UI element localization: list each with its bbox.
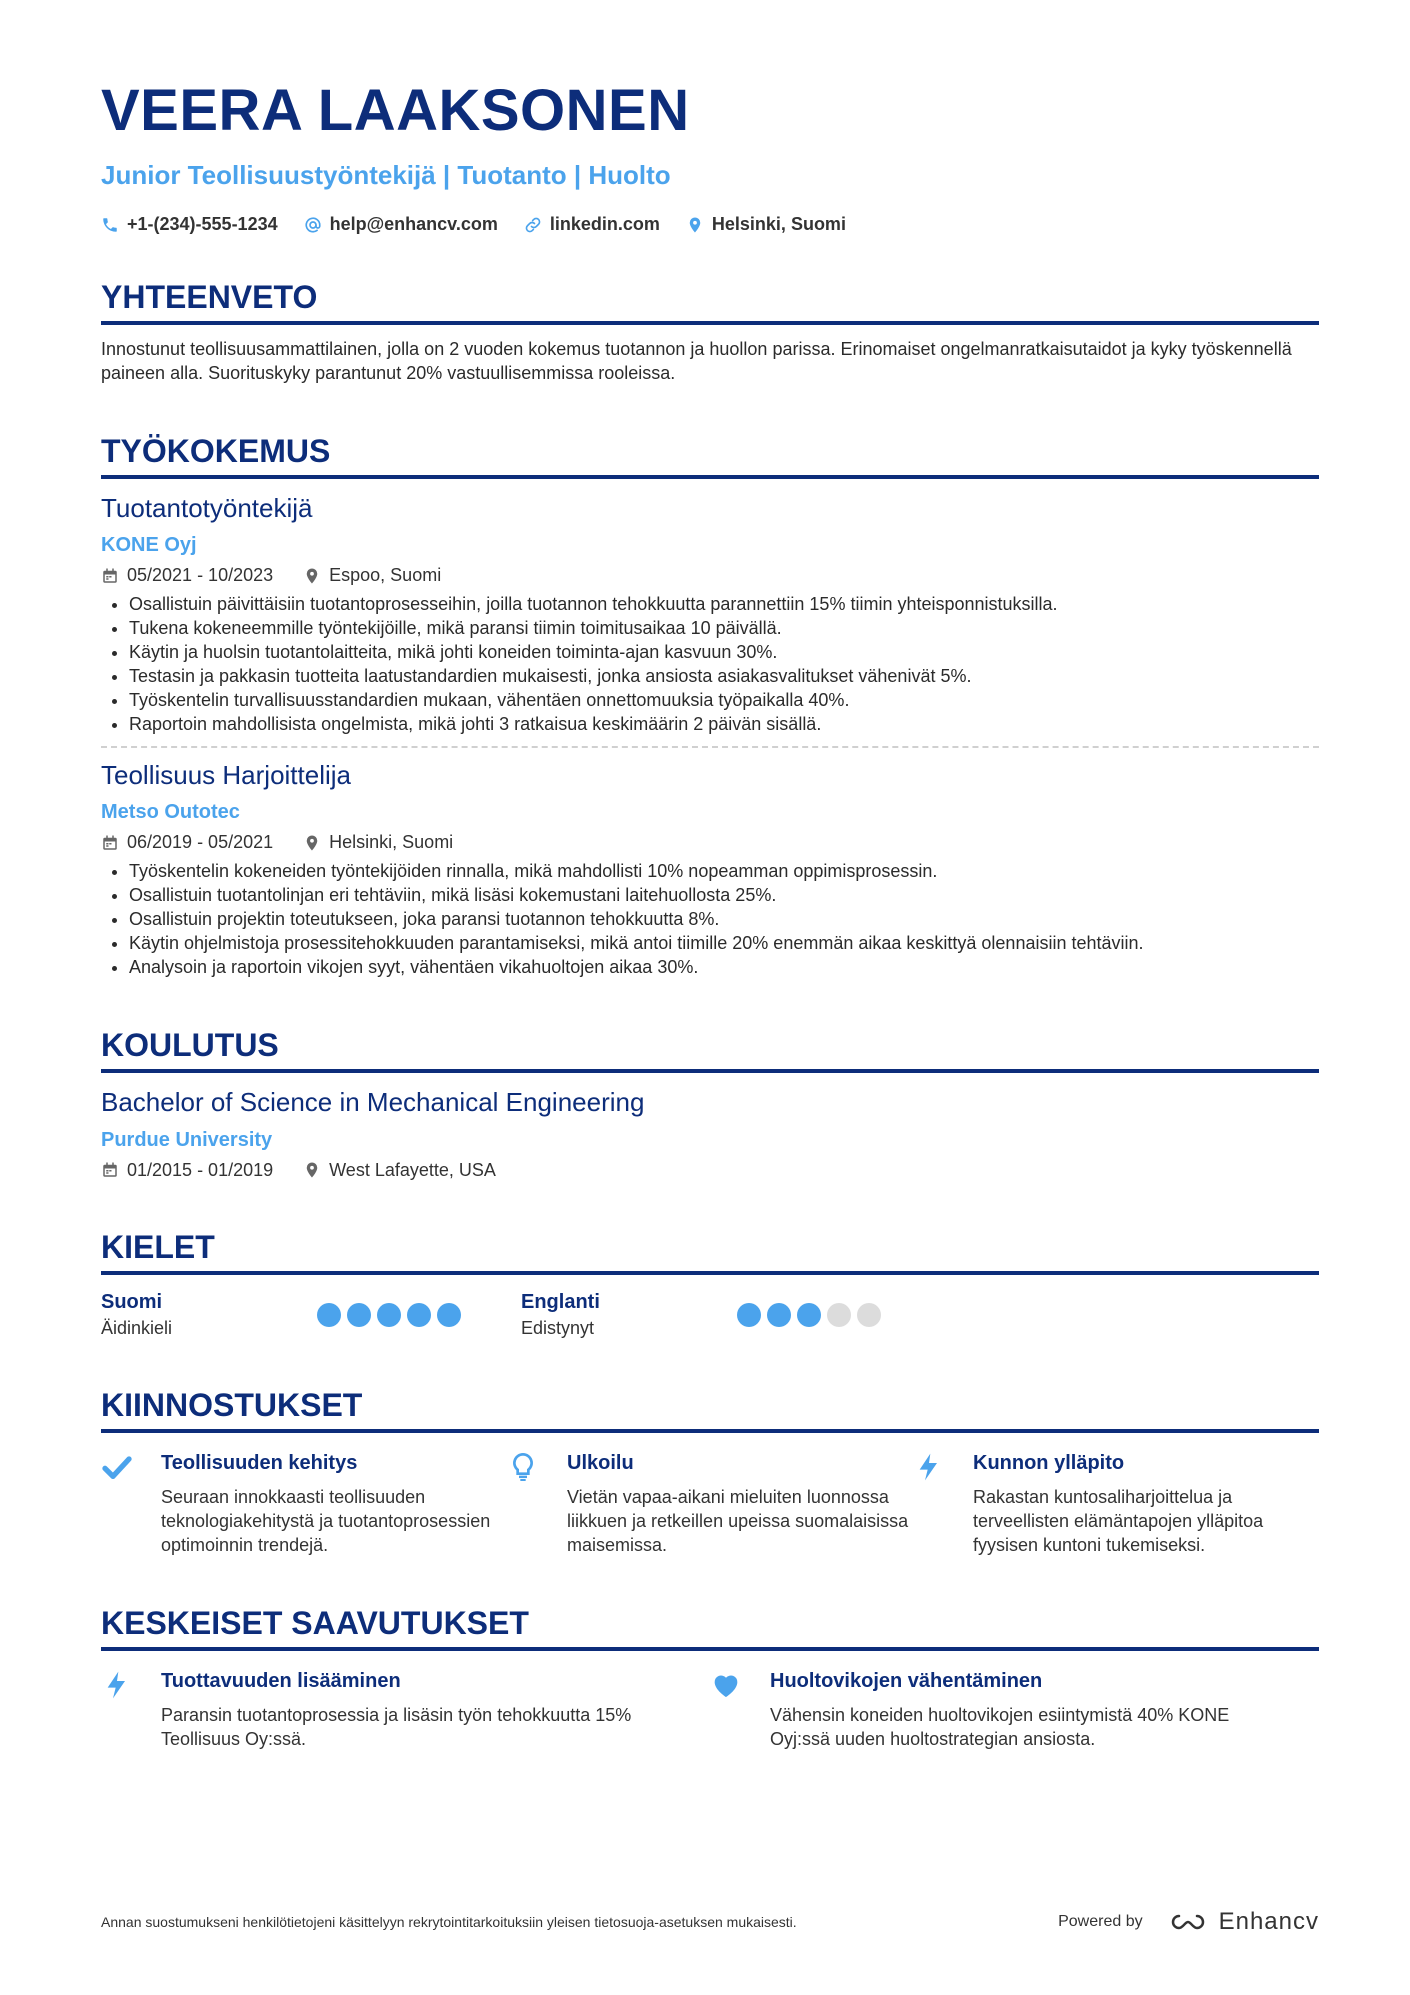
job-location <box>303 832 453 853</box>
job-bullet: • Osallistuin projektin toteutukseen, joka paransi tuotannon tehokkuutta 8%. <box>129 907 1319 931</box>
section-title-achievements: KESKEISET SAAVUTUKSET <box>101 1607 1319 1651</box>
job-role: Teollisuus Harjoittelija <box>101 760 351 791</box>
rating-dot-filled <box>317 1303 341 1327</box>
job-meta <box>101 832 1319 853</box>
education-section <box>101 1029 1319 1180</box>
job-dates-text: 05/2021 - 10/2023 <box>127 565 274 586</box>
job-bullet: • Käytin ohjelmistoja prosessitehokkuuden parantamiseksi, mikä antoi tiimille 20% enemmän aikaa keskittyä olennaisiin tehtäviin. <box>129 931 1319 955</box>
interests-section <box>101 1386 1319 1557</box>
job-entry <box>101 493 1319 736</box>
job-bullet: • Tukena kokeneemmille työntekijöille, mikä paransi tiimin toimitusaikaa 10 päivällä. <box>129 616 1319 640</box>
language-rating <box>317 1303 461 1327</box>
achievement-item <box>101 1669 710 1751</box>
rating-dot-filled <box>437 1303 461 1327</box>
interest-item <box>913 1451 1319 1557</box>
entry-divider <box>101 746 1319 748</box>
section-title-education: KOULUTUS <box>101 1029 1319 1073</box>
summary-text: Innostunut teollisuusammattilainen, jolla on 2 vuoden kokemus tuotannon ja huollon parissa. Erinomaiset ongelmanratkaisutaidot ja kyky työskennellä paineen alla. Suorituskyky parantunut 20% vastuullisemmissa rooleissa. <box>101 339 1292 383</box>
job-bullets <box>101 859 1319 979</box>
job-meta <box>101 565 1319 586</box>
job-role: Tuotantotyöntekijä <box>101 493 313 523</box>
enhancv-logo-icon <box>1165 1910 1211 1934</box>
powered-by-label: Powered by <box>1058 1913 1143 1930</box>
interest-item <box>507 1451 913 1557</box>
education-school: Purdue University <box>101 1128 273 1151</box>
job-bullet: • Analysoin ja raportoin vikojen syyt, vähentäen vikahuoltojen aikaa 30%. <box>129 955 1319 979</box>
enhancv-logo[interactable] <box>1165 1908 1319 1936</box>
education-degree: Bachelor of Science in Mechanical Engineering <box>101 1087 645 1118</box>
resume-page <box>101 78 1319 1751</box>
language-list <box>101 1291 1319 1339</box>
at-icon <box>304 216 322 234</box>
contact-linkedin-text: linkedin.com <box>549 214 660 234</box>
job-company: Metso Outotec <box>101 801 240 824</box>
contact-bar <box>101 214 1319 235</box>
achievement-desc: Paransin tuotantoprosessia ja lisäsin työn tehokkuutta 15% Teollisuus Oy:ssä. <box>161 1704 632 1749</box>
checkmark-icon <box>101 1451 161 1557</box>
achievement-item <box>710 1669 1319 1751</box>
calendar-icon <box>101 1161 119 1179</box>
language-item <box>101 1291 521 1339</box>
language-rating <box>737 1303 881 1327</box>
link-icon <box>524 216 542 234</box>
calendar-icon <box>101 567 119 585</box>
interest-desc: Rakastan kuntosaliharjoittelua ja terveellisten elämäntapojen ylläpitoa fyysisen kuntoni tukemiseksi. <box>973 1486 1264 1555</box>
interest-list <box>101 1451 1319 1557</box>
achievements-section <box>101 1604 1319 1751</box>
interest-desc: Vietän vapaa-aikani mieluiten luonnossa liikkuen ja retkeillen upeissa suomalaisissa maisemissa. <box>567 1486 909 1555</box>
powered-by[interactable] <box>1058 1908 1319 1936</box>
job-bullet: • Raportoin mahdollisista ongelmista, mikä johti 3 ratkaisua keskimäärin 2 päivän sisällä. <box>129 712 1319 736</box>
lightning-bolt-icon <box>913 1451 973 1557</box>
language-level: Edistynyt <box>521 1317 595 1338</box>
summary-section <box>101 281 1319 385</box>
contact-email-text: help@enhancv.com <box>329 214 498 234</box>
achievement-desc: Vähensin koneiden huoltovikojen esiintymistä 40% KONE Oyj:ssä uuden huoltostrategian ansiosta. <box>770 1704 1230 1749</box>
contact-linkedin[interactable] <box>524 214 660 235</box>
rating-dot-filled <box>737 1303 761 1327</box>
gdpr-consent-text: Annan suostumukseni henkilötietojeni käsittelyyn rekrytointitarkoituksiin yleisen tietosuoja-asetuksen mukaisesti. <box>101 1914 797 1930</box>
contact-location-text: Helsinki, Suomi <box>711 214 846 234</box>
job-bullet: • Osallistuin tuotantolinjan eri tehtäviin, mikä lisäsi kokemustani laitehuollosta 25%. <box>129 883 1319 907</box>
language-item <box>521 1291 941 1339</box>
interest-item <box>101 1451 507 1557</box>
rating-dot-empty <box>857 1303 881 1327</box>
job-dates-text: 06/2019 - 05/2021 <box>127 832 274 853</box>
rating-dot-filled <box>767 1303 791 1327</box>
education-meta <box>101 1160 1319 1181</box>
achievement-title: Tuottavuuden lisääminen <box>161 1669 401 1692</box>
experience-section <box>101 435 1319 979</box>
job-bullet: • Käytin ja huolsin tuotantolaitteita, mikä johti koneiden toiminta-ajan kasvuun 30%. <box>129 640 1319 664</box>
contact-phone[interactable] <box>101 214 278 235</box>
job-company: KONE Oyj <box>101 534 197 557</box>
job-entry <box>101 760 1319 979</box>
job-bullet: • Työskentelin turvallisuusstandardien mukaan, vähentäen onnettomuuksia työpaikalla 40%. <box>129 688 1319 712</box>
lightning-bolt-icon <box>101 1669 161 1751</box>
interest-title: Ulkoilu <box>567 1451 634 1474</box>
job-location-text: Espoo, Suomi <box>329 565 442 586</box>
language-level: Äidinkieli <box>101 1317 173 1338</box>
education-location-text: West Lafayette, USA <box>329 1159 496 1180</box>
rating-dot-empty <box>827 1303 851 1327</box>
brand-name: Enhancv <box>1218 1908 1319 1935</box>
education-dates <box>101 1160 273 1181</box>
rating-dot-filled <box>797 1303 821 1327</box>
job-bullet: • Työskentelin kokeneiden työntekijöiden rinnalla, mikä mahdollisti 10% nopeamman oppimisprosessin. <box>129 859 1319 883</box>
contact-email[interactable] <box>304 214 498 235</box>
lightbulb-icon <box>507 1451 567 1557</box>
job-bullets <box>101 592 1319 736</box>
language-name: Englanti <box>521 1290 600 1313</box>
location-pin-icon <box>686 216 704 234</box>
languages-section <box>101 1228 1319 1339</box>
rating-dot-filled <box>407 1303 431 1327</box>
achievement-title: Huoltovikojen vähentäminen <box>770 1669 1043 1692</box>
candidate-name: VEERA LAAKSONEN <box>101 78 690 143</box>
footer <box>101 1908 1319 1936</box>
job-location <box>303 565 441 586</box>
calendar-icon <box>101 834 119 852</box>
location-pin-icon <box>303 567 321 585</box>
interest-title: Kunnon ylläpito <box>973 1451 1125 1474</box>
education-location <box>303 1160 496 1181</box>
achievement-list <box>101 1669 1319 1751</box>
rating-dot-filled <box>347 1303 371 1327</box>
job-dates <box>101 832 273 853</box>
rating-dot-filled <box>377 1303 401 1327</box>
interest-desc: Seuraan innokkaasti teollisuuden teknologiakehitystä ja tuotantoprosessien optimoinnin trendejä. <box>161 1486 491 1555</box>
job-bullet: • Osallistuin päivittäisiin tuotantoprosesseihin, joilla tuotannon tehokkuutta parannettiin 15% tiimin yhteisponnistuksilla. <box>129 592 1319 616</box>
job-dates <box>101 565 273 586</box>
section-title-interests: KIINNOSTUKSET <box>101 1389 1319 1433</box>
heart-icon <box>710 1669 770 1751</box>
section-title-languages: KIELET <box>101 1231 1319 1275</box>
section-title-summary: YHTEENVETO <box>101 281 1319 325</box>
job-location-text: Helsinki, Suomi <box>329 832 454 853</box>
location-pin-icon <box>303 1161 321 1179</box>
contact-location <box>686 214 846 235</box>
contact-phone-text: +1-(234)-555-1234 <box>127 214 278 234</box>
candidate-subtitle: Junior Teollisuustyöntekijä | Tuotanto | Huolto <box>101 160 671 190</box>
education-dates-text: 01/2015 - 01/2019 <box>127 1159 274 1180</box>
phone-icon <box>101 216 119 234</box>
location-pin-icon <box>303 834 321 852</box>
interest-title: Teollisuuden kehitys <box>161 1451 358 1474</box>
section-title-experience: TYÖKOKEMUS <box>101 435 1319 479</box>
job-bullet: • Testasin ja pakkasin tuotteita laatustandardien mukaisesti, jonka ansiosta asiakasvalitukset vähenivät 5%. <box>129 664 1319 688</box>
language-name: Suomi <box>101 1290 163 1313</box>
